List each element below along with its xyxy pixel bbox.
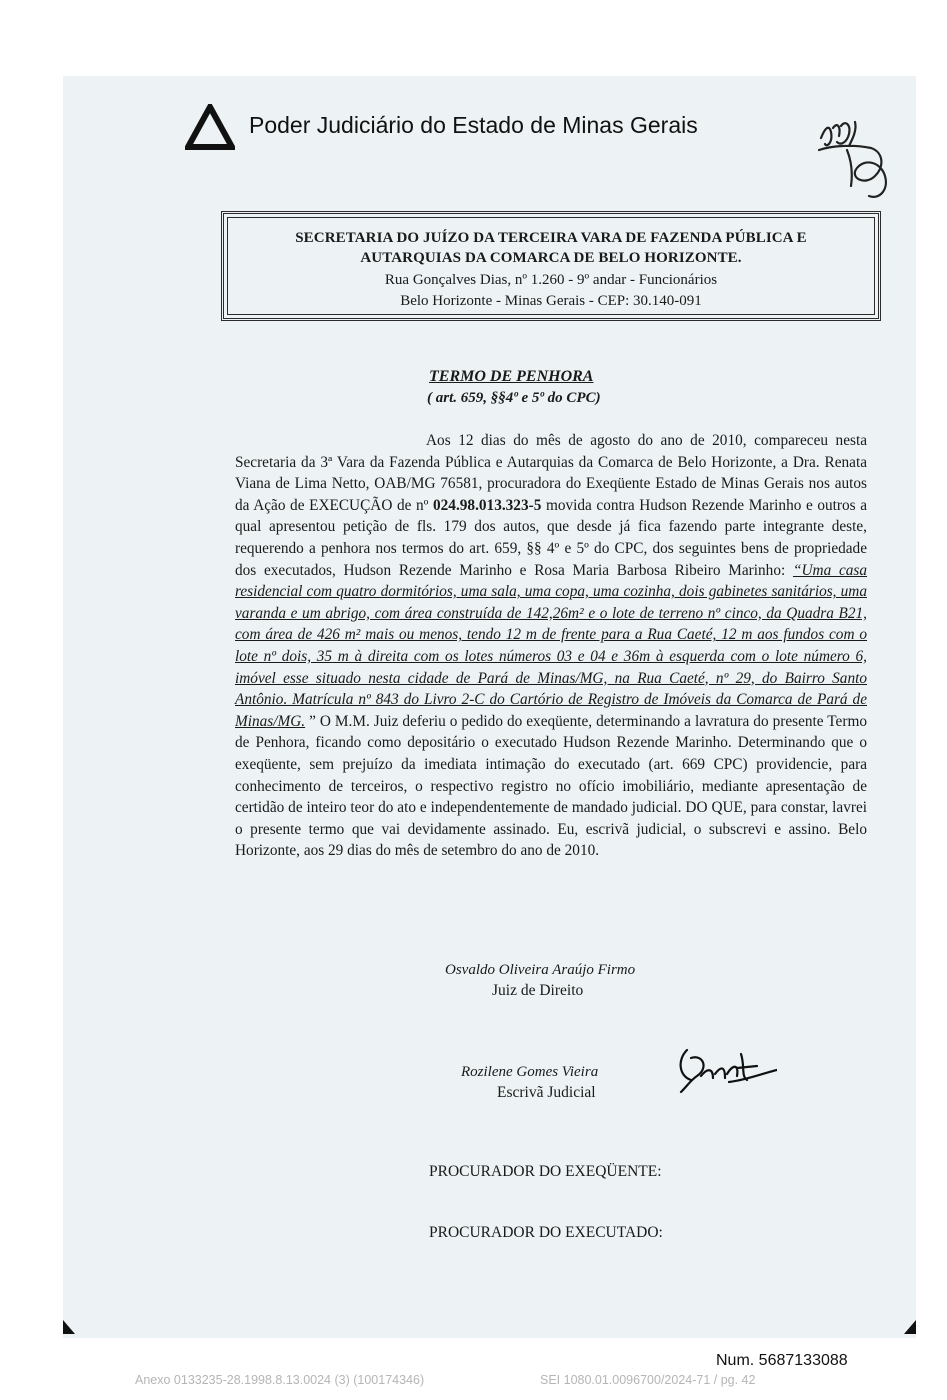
clerk-name: Rozilene Gomes Vieira bbox=[461, 1064, 599, 1080]
page-corner-mark bbox=[63, 1320, 75, 1334]
secretariat-address-line1: Rua Gonçalves Dias, nº 1.260 - 9º andar - Funcionários bbox=[384, 272, 718, 288]
secretariat-name-line2: AUTARQUIAS DA COMARCA DE BELO HORIZONTE. bbox=[360, 250, 742, 266]
secretariat-name-line1: SECRETARIA DO JUÍZO DA TERCEIRA VARA DE FAZENDA PÚBLICA E bbox=[295, 230, 807, 246]
property-description: “Uma casa residencial com quatro dormitórios, uma sala, uma copa, uma cozinha, dois gabinetes sanitários, uma varanda e um abrigo, com área construída de 142,26m² e o lote de terreno nº cinco, da Quadra B21, com área de 426 m² mais ou menos, tendo 12 m de frente para a Rua Caeté, 12 m aos fundos com o lote nº dois, 35 m à direita com os lotes números 03 e 04 e 36m à esquerda com o lote número 6, imóvel esse situado nesta cidade de Pará de Minas/MG, na Rua Caeté, nº 29, do Bairro Santo Antônio. Matrícula nº 843 do Livro 2-C do Cartório de Registro de Imóveis da Comarca de Pará de Minas/MG. bbox=[235, 561, 867, 730]
judge-role: Juiz de Direito bbox=[492, 982, 584, 999]
document-title: TERMO DE PENHORA bbox=[429, 368, 594, 385]
footer-annex: Anexo 0133235-28.1998.8.13.0024 (3) (100174346) bbox=[135, 1373, 425, 1387]
document-body bbox=[235, 430, 867, 862]
handwritten-rubric bbox=[811, 116, 893, 202]
triangle-emblem-icon bbox=[185, 104, 235, 150]
plaintiff-attorney-label: PROCURADOR DO EXEQÜENTE: bbox=[429, 1163, 662, 1180]
document-subtitle: ( art. 659, §§4º e 5º do CPC) bbox=[427, 390, 601, 406]
clerk-role: Escrivã Judicial bbox=[497, 1084, 596, 1101]
court-name: Poder Judiciário do Estado de Minas Gerais bbox=[249, 112, 698, 138]
secretariat-header-box bbox=[221, 211, 881, 321]
judge-name: Osvaldo Oliveira Araújo Firmo bbox=[445, 962, 636, 978]
body-middle: movida contra Hudson Rezende Marinho e outros a qual apresentou petição de fls. 179 dos autos, que desde já fica fazendo parte integrante deste, requerendo a penhora nos termos do art. 659, §§ 4º e 5º do CPC, dos seguintes bens de propriedade dos executados, Hudson Rezende Marinho e Rosa Maria Barbosa Ribeiro Marinho: bbox=[235, 496, 867, 579]
defendant-attorney-label: PROCURADOR DO EXECUTADO: bbox=[429, 1224, 663, 1241]
process-number: 024.98.013.323-5 bbox=[433, 496, 542, 514]
body-intro: Aos 12 dias do mês de agosto do ano de 2010, compareceu nesta Secretaria da 3ª Vara da Fazenda Pública e Autarquias da Comarca de Belo Horizonte, a Dra. Renata Viana de Lima Netto, OAB/MG 76581, procuradora do Exeqüente Estado de Minas Gerais nos autos da Ação de EXECUÇÃO de nº bbox=[235, 432, 867, 514]
attorney-signature bbox=[617, 1046, 777, 1102]
scanned-page bbox=[63, 76, 916, 1338]
body-end: ” O M.M. Juiz deferiu o pedido do exeqüente, determinando a lavratura do presente Termo de Penhora, ficando como depositário o executado Hudson Rezende Marinho. Determinando que o exeqüente, sem prejuízo da imediata intimação do executado (art. 669 CPC) providencie, para conhecimento de terceiros, o respectivo registro no ofício imobiliário, mediante apresentação de certidão de inteiro teor do ato e independentemente de mandado judicial. DO QUE, para constar, lavrei o presente termo que vai devidamente assinado. Eu, escrivã judicial, o subscrevi e assino. Belo Horizonte, aos 29 dias do mês de setembro do ano de 2010. bbox=[235, 712, 867, 860]
secretariat-address-line2: Belo Horizonte - Minas Gerais - CEP: 30.140-091 bbox=[400, 293, 702, 309]
page-corner-mark bbox=[904, 1320, 916, 1334]
document-number: Num. 5687133088 bbox=[716, 1352, 848, 1369]
footer-sei-reference: SEI 1080.01.0096700/2024-71 / pg. 42 bbox=[540, 1373, 756, 1387]
